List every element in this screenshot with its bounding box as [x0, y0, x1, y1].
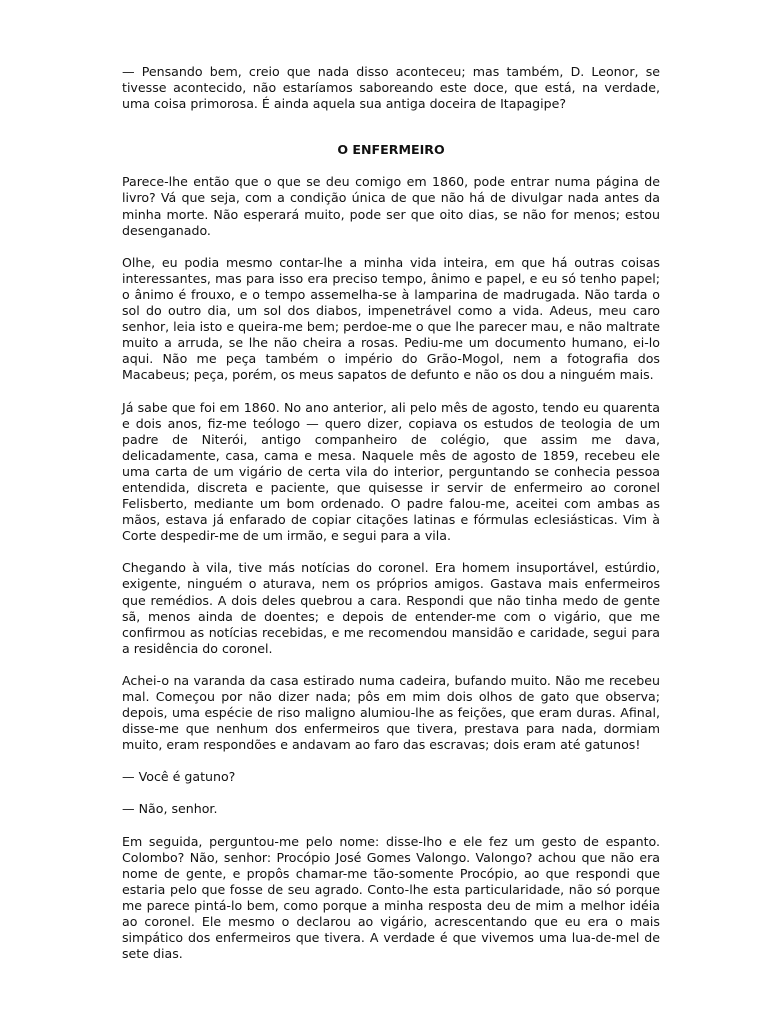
intro-paragraph: — Pensando bem, creio que nada disso aconteceu; mas também, D. Leonor, se tivesse acontecido, não estaríamos saboreando este doce, que está, na verdade, uma coisa primorosa. É ainda aquela sua antiga doceira de Itapagipe? [122, 64, 660, 112]
paragraph-5: Achei-o na varanda da casa estirado numa cadeira, bufando muito. Não me recebeu mal. Começou por não dizer nada; pôs em mim dois olhos de gato que observa; depois, uma espécie de riso maligno alumiou-lhe as feições, que eram duras. Afinal, disse-me que nenhum dos enfermeiros que tivera, prestava para nada, dormiam muito, eram respondões e andavam ao faro das escravas; dois eram até gatunos! [122, 672, 660, 753]
chapter-title: O ENFERMEIRO [337, 142, 445, 158]
dialogue-line-2: — Não, senhor. [122, 801, 218, 817]
document-page [122, 64, 660, 978]
paragraph-1: Parece-lhe então que o que se deu comigo em 1860, pode entrar numa página de livro? Vá que seja, com a condição única de que não há de divulgar nada antes da minha morte. Não esperará muito, pode ser que oito dias, se não for menos; estou desenganado. [122, 174, 660, 238]
paragraph-6: Em seguida, perguntou-me pelo nome: disse-lho e ele fez um gesto de espanto. Colombo? Não, senhor: Procópio José Gomes Valongo. Valongo? achou que não era nome de gente, e propôs chamar-me tão-somente Procópio, ao que respondi que estaria pelo que fosse de seu agrado. Conto-lhe esta particularidade, não só porque me parece pintá-lo bem, como porque a minha resposta deu de mim a melhor idéia ao coronel. Ele mesmo o declarou ao vigário, acrescentando que eu era o mais simpático dos enfermeiros que tivera. A verdade é que vivemos uma lua-de-mel de sete dias. [122, 833, 660, 962]
dialogue-line-1: — Você é gatuno? [122, 769, 236, 785]
paragraph-2: Olhe, eu podia mesmo contar-lhe a minha vida inteira, em que há outras coisas interessantes, mas para isso era preciso tempo, ânimo e papel, e eu só tenho papel; o ânimo é frouxo, e o tempo assemelha-se à lamparina de madrugada. Não tarda o sol do outro dia, um sol dos diabos, impenetrável como a vida. Adeus, meu caro senhor, leia isto e queira-me bem; perdoe-me o que lhe parecer mau, e não maltrate muito a arruda, se lhe não cheira a rosas. Pediu-me um documento humano, ei-lo aqui. Não me peça também o império do Grão-Mogol, nem a fotografia dos Macabeus; peça, porém, os meus sapatos de defunto e não os dou a ninguém mais. [122, 254, 660, 383]
paragraph-3: Já sabe que foi em 1860. No ano anterior, ali pelo mês de agosto, tendo eu quarenta e dois anos, fiz-me teólogo — quero dizer, copiava os estudos de teologia de um padre de Niterói, antigo companheiro de colégio, que assim me dava, delicadamente, casa, cama e mesa. Naquele mês de agosto de 1859, recebeu ele uma carta de um vigário de certa vila do interior, perguntando se conhecia pessoa entendida, discreta e paciente, que quisesse ir servir de enfermeiro ao coronel Felisberto, mediante um bom ordenado. O padre falou-me, aceitei com ambas as mãos, estava já enfarado de copiar citações latinas e fórmulas eclesiásticas. Vim à Corte despedir-me de um irmão, e segui para a vila. [122, 399, 660, 544]
paragraph-4: Chegando à vila, tive más notícias do coronel. Era homem insuportável, estúrdio, exigente, ninguém o aturava, nem os próprios amigos. Gastava mais enfermeiros que remédios. A dois deles quebrou a cara. Respondi que não tinha medo de gente sã, menos ainda de doentes; e depois de entender-me com o vigário, que me confirmou as notícias recebidas, e me recomendou mansidão e caridade, segui para a residência do coronel. [122, 560, 660, 656]
